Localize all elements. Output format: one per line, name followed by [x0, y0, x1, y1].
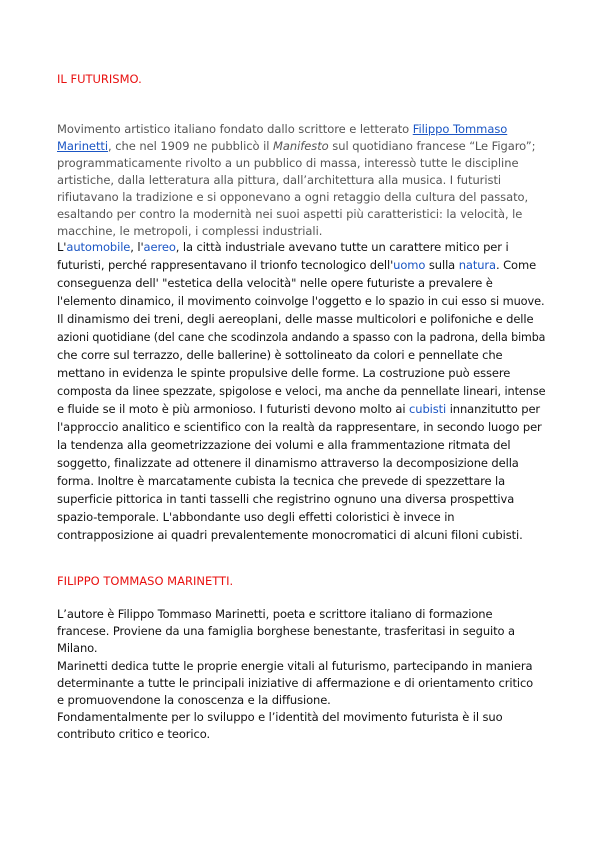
text-span: L' — [57, 240, 67, 254]
text-span: e fluide se il moto è più armonioso. I futuristi devono molto ai — [57, 402, 410, 416]
text-line: mettano in evidenza le spinte propulsive delle forme. La costruzione può essere — [57, 366, 511, 380]
text-line: determinante a tutte le principali iniziative di affermazione e di orientamento critico — [57, 676, 534, 690]
text-line: Milano. — [57, 641, 98, 655]
marinetti-link[interactable]: Filippo Tommaso — [412, 122, 508, 136]
text-span: sulla — [425, 258, 459, 272]
text-line: spazio-temporale. L'abbondante uso degli effetti coloristici è invece in — [57, 510, 455, 524]
text-line: la tendenza alla geometrizzazione dei volumi e alla frammentazione ritmata del — [57, 438, 511, 452]
text-line — [57, 240, 509, 254]
text-line: Il dinamismo dei treni, degli aereoplani, delle masse multicolori e polifoniche e delle — [57, 312, 534, 326]
text-line: esaltando per contro la modernità nei suoi aspetti più caratteristici: la velocità, le — [57, 207, 523, 221]
text-line: azioni quotidiane (del cane che scodinzola andando a spasso con la padrona, della bimba — [57, 330, 546, 344]
text-line: composta da linee spezzate, spigolose e veloci, ma anche da pennellate lineari, intense — [57, 384, 546, 398]
text-line — [57, 258, 536, 272]
text-line: Marinetti dedica tutte le proprie energie vitali al futurismo, partecipando in maniera — [57, 659, 533, 673]
text-line: Fondamentalmente per lo sviluppo e l’identità del movimento futurista è il suo — [57, 710, 503, 724]
text-line: artistiche, dalla letteratura alla pittura, dall’architettura alla musica. I futuristi — [57, 173, 502, 187]
uomo-link[interactable]: uomo — [393, 258, 426, 272]
text-span: , l' — [130, 240, 144, 254]
text-line: macchine, le metropoli, i complessi industriali. — [57, 224, 323, 238]
text-line: forma. Inoltre è marcatamente cubista la tecnica che prevede di spezzettare la — [57, 474, 506, 488]
text-span: innanzitutto per — [446, 402, 541, 416]
text-line: rifiutavano la tradizione e si opponevano a ogni retaggio della cultura del passato, — [57, 190, 529, 204]
natura-link[interactable]: natura — [458, 258, 496, 272]
text-line: e promuovendone la conoscenza e la diffusione. — [57, 693, 331, 707]
text-line: superficie pittorica in tanti tasselli che registrino ognuno una diversa prospettiva — [57, 492, 515, 506]
text-line: contributo critico e teorico. — [57, 727, 211, 741]
text-line: che corre sul terrazzo, delle ballerine) è sottolineato da colori e pennellate che — [57, 348, 503, 362]
text-line: l'approccio analitico e scientifico con la realtà da rappresentare, in secondo luogo per — [57, 420, 542, 434]
text-line — [57, 402, 540, 416]
text-span: , la città industriale avevano tutte un carattere mitico per i — [175, 240, 509, 254]
text-span: , che nel 1909 ne pubblicò il — [108, 139, 273, 153]
text-line: conseguenza dell' "estetica della velocità" nelle opere futuriste a prevalere è — [57, 276, 493, 290]
section-heading-marinetti: FILIPPO TOMMASO MARINETTI. — [57, 574, 234, 588]
text-line: contrapposizione ai quadri prevalentemente monocromatici di alcuni filoni cubisti. — [57, 528, 523, 542]
cubisti-link[interactable]: cubisti — [409, 402, 447, 416]
section-heading-futurismo: IL FUTURISMO. — [57, 72, 142, 86]
text-span: Movimento artistico italiano fondato dallo scrittore e letterato — [57, 122, 413, 136]
text-line: programmaticamente rivolto a un pubblico di massa, interessò tutte le discipline — [57, 156, 519, 170]
text-line: L’autore è Filippo Tommaso Marinetti, poeta e scrittore italiano di formazione — [57, 607, 493, 621]
text-span: futuristi, perché rappresentavano il trionfo tecnologico dell' — [57, 258, 394, 272]
manifesto-italic: Manifesto — [272, 139, 329, 153]
text-span: . Come — [496, 258, 537, 272]
aereo-link[interactable]: aereo — [143, 240, 176, 254]
text-span: sul quotidiano francese “Le Figaro”; — [328, 139, 536, 153]
text-line: francese. Proviene da una famiglia borghese benestante, trasferitasi in seguito a — [57, 624, 515, 638]
text-line: soggetto, finalizzate ad ottenere il dinamismo attraverso la decomposizione della — [57, 456, 519, 470]
text-line — [57, 122, 507, 136]
text-line: l'elemento dinamico, il movimento coinvolge l'oggetto e lo spazio in cui esso si muove. — [57, 294, 545, 308]
text-line — [57, 139, 535, 153]
automobile-link[interactable]: automobile — [66, 240, 131, 254]
marinetti-link-continued[interactable]: Marinetti — [57, 139, 109, 153]
